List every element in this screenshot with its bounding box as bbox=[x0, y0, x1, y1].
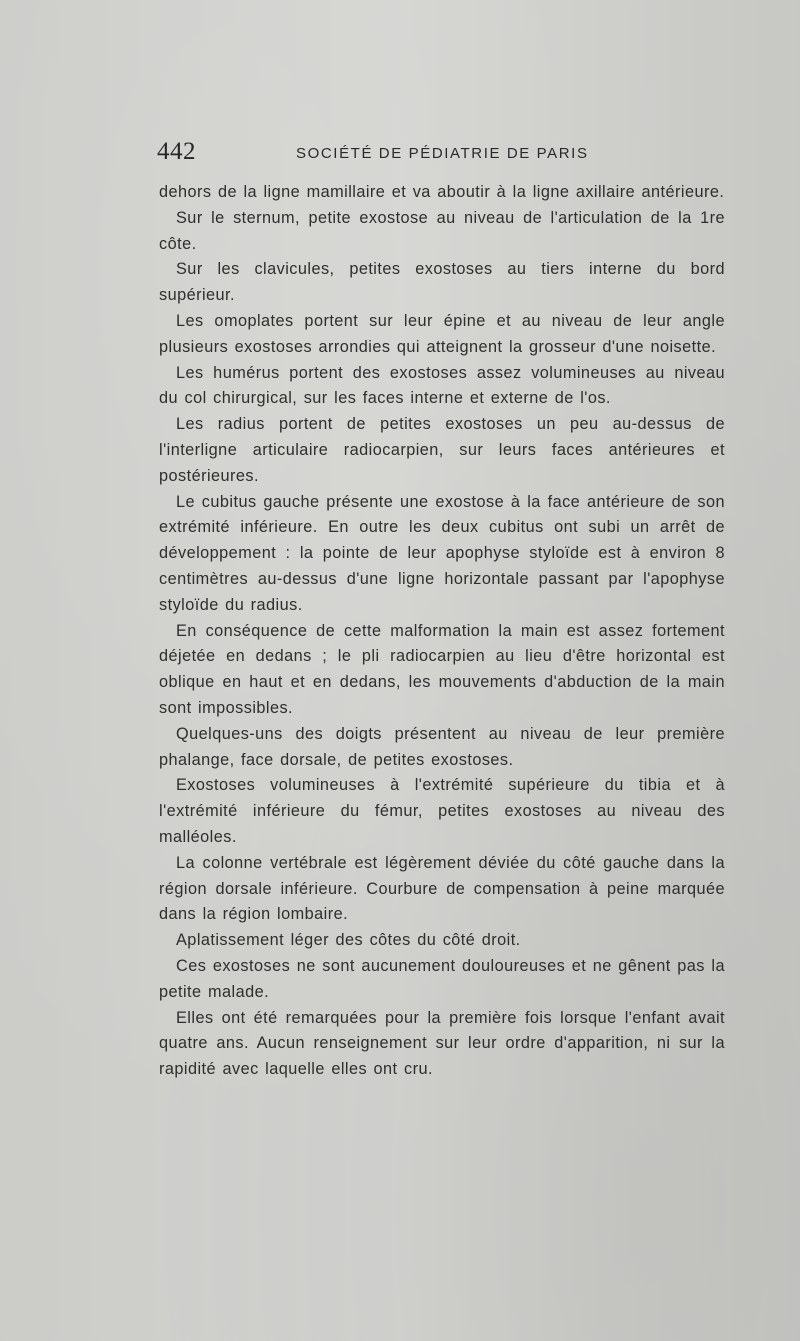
paragraph: Elles ont été remarquées pour la première fois lorsque l'enfant avait quatre ans. Aucun renseignement sur leur ordre d'apparition, ni sur la rapidité avec laquelle elles ont cru. bbox=[159, 1008, 725, 1079]
paragraph: Ces exostoses ne sont aucunement douloureuses et ne gênent pas la petite malade. bbox=[159, 956, 725, 1001]
paragraph: Quelques-uns des doigts présentent au niveau de leur première phalange, face dorsale, de petites exostoses. bbox=[159, 724, 725, 769]
paragraph: Sur le sternum, petite exostose au niveau de l'articulation de la 1re côte. bbox=[159, 208, 725, 253]
paragraph: La colonne vertébrale est légèrement déviée du côté gauche dans la région dorsale inférieure. Courbure de compensation à peine marquée dans la région lombaire. bbox=[159, 853, 725, 924]
page-number: 442 bbox=[157, 138, 196, 165]
paragraph: Les humérus portent des exostoses assez volumineuses au niveau du col chirurgical, sur les faces interne et externe de l'os. bbox=[159, 363, 725, 408]
running-title: SOCIÉTÉ DE PÉDIATRIE DE PARIS bbox=[296, 145, 589, 162]
paragraph: Les radius portent de petites exostoses un peu au-dessus de l'interligne articulaire radiocarpien, sur leurs faces antérieures et postérieures. bbox=[159, 415, 725, 485]
body-text bbox=[159, 180, 725, 1083]
paragraph: En conséquence de cette malformation la main est assez fortement déjetée en dedans ; le pli radiocarpien au lieu d'être horizontal est oblique en haut et en dedans, les mouvements d'abduction de la main sont impossibles. bbox=[159, 621, 725, 717]
paragraph: Les omoplates portent sur leur épine et au niveau de leur angle plusieurs exostoses arrondies qui atteignent la grosseur d'une noisette. bbox=[159, 311, 725, 356]
running-head bbox=[157, 138, 717, 168]
paragraph: Aplatissement léger des côtes du côté droit. bbox=[176, 931, 521, 950]
paragraph: Sur les clavicules, petites exostoses au tiers interne du bord supérieur. bbox=[159, 260, 725, 305]
paragraph: Le cubitus gauche présente une exostose à la face antérieure de son extrémité inférieure. En outre les deux cubitus ont subi un arrêt de développement : la pointe de leur apophyse styloïde est à environ 8 centimètres au-dessus d'une ligne horizontale passant par l'apophyse styloïde du radius. bbox=[159, 492, 725, 614]
paragraph: dehors de la ligne mamillaire et va aboutir à la ligne axillaire antérieure. bbox=[159, 183, 725, 201]
paragraph: Exostoses volumineuses à l'extrémité supérieure du tibia et à l'extrémité inférieure du fémur, petites exostoses au niveau des malléoles. bbox=[159, 776, 725, 846]
